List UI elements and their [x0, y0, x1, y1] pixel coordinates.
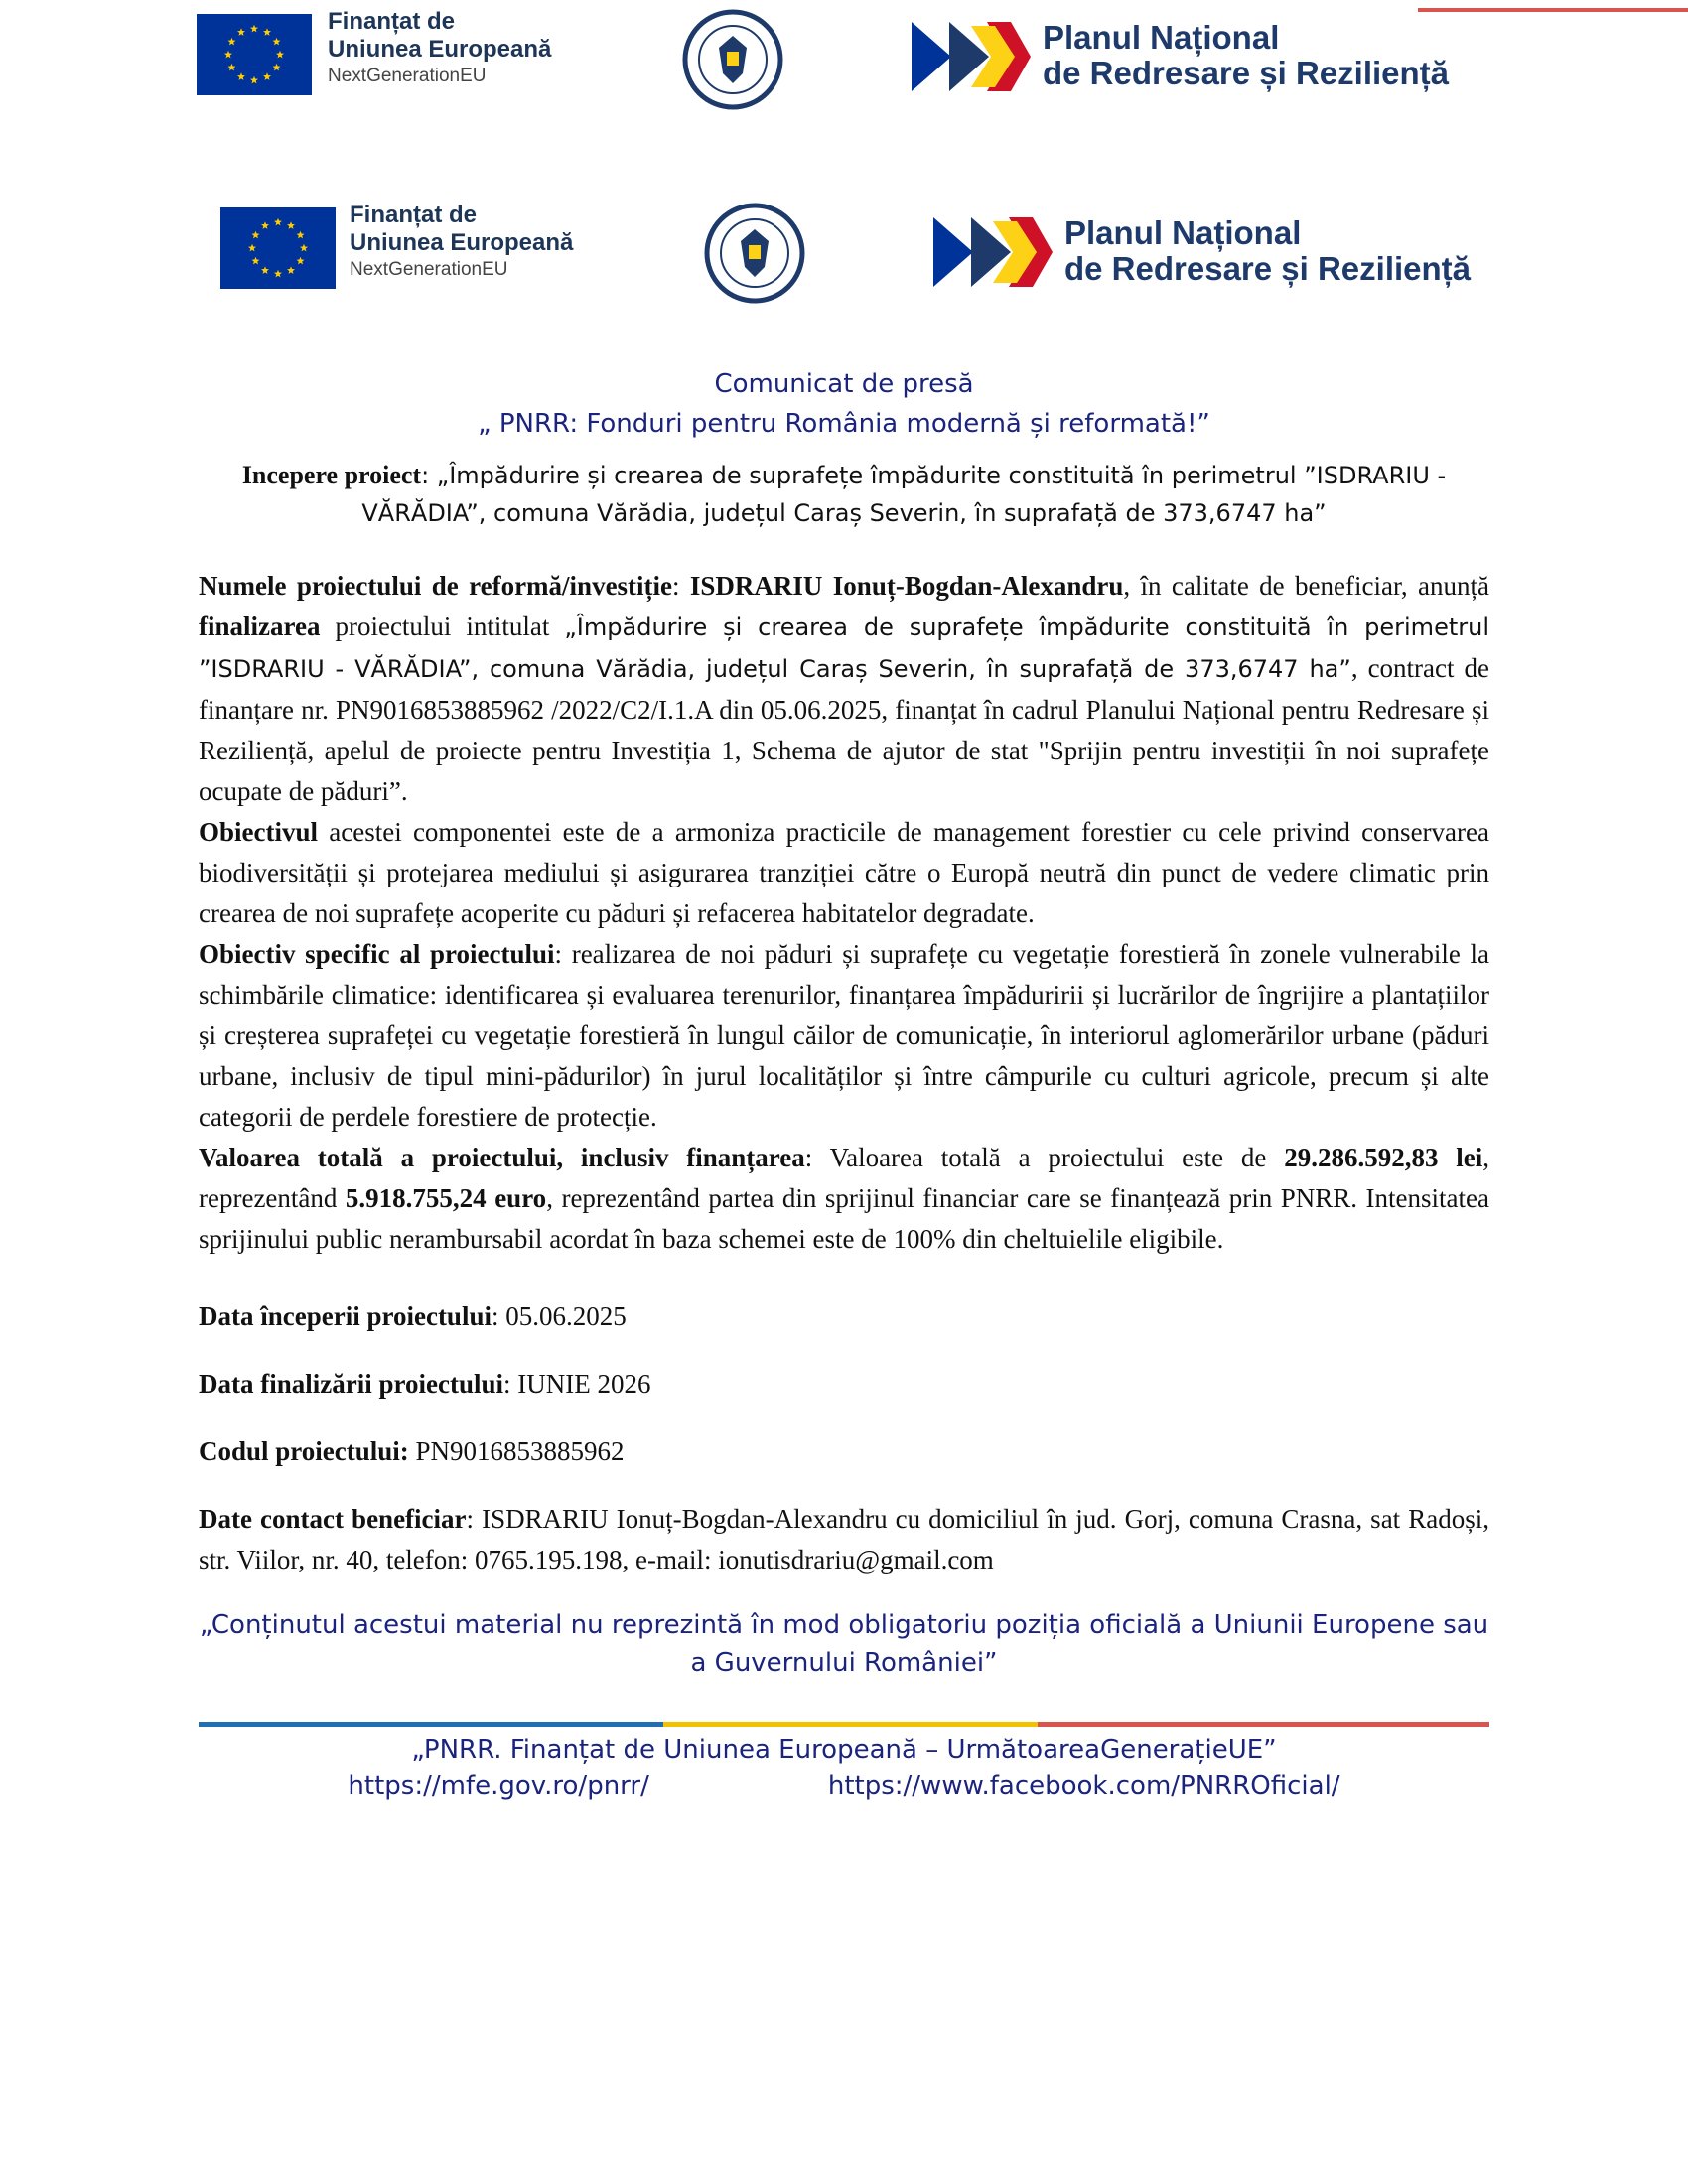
eu-line-2: Uniunea Europeană: [350, 229, 574, 256]
eu-star-icon: [250, 76, 258, 84]
p1-label: Numele proiectului de reformă/investiție: [199, 571, 673, 601]
eu-star-icon: [263, 72, 271, 80]
field-start-date: [199, 1297, 1489, 1337]
link-facebook[interactable]: https://www.facebook.com/PNRROficial/: [827, 1771, 1340, 1801]
p2-label: Obiectivul: [199, 817, 318, 847]
start-date-value: : 05.06.2025: [491, 1301, 627, 1331]
eu-star-icon: [248, 244, 256, 252]
government-seal-icon: [681, 8, 784, 111]
pnrr-title: [1064, 215, 1471, 287]
value-euro: 5.918.755,24 euro: [345, 1183, 547, 1213]
start-date-label: Data începerii proiectului: [199, 1301, 492, 1331]
logo-row-2: [0, 202, 1688, 311]
eu-star-icon: [297, 257, 305, 265]
paragraph-objective: [199, 812, 1489, 934]
p4-text-3: , reprezentând partea din sprijinul financiar care se finanțează prin PNRR. Intensitatea sprijinului public nerambursabil acordat în baza schemei este de 100% din cheltuielile eligibile.: [199, 1183, 1489, 1254]
p1-finalizare: finalizarea: [199, 612, 321, 641]
pnrr-line-1: Planul Național: [1064, 214, 1302, 251]
eu-line-1: Finanțat de: [328, 8, 456, 35]
value-lei: 29.286.592,83 lei: [1284, 1143, 1483, 1172]
logo-row-1: [0, 8, 1688, 117]
field-contact: [199, 1499, 1489, 1580]
project-code-value: PN9016853885962: [408, 1436, 625, 1466]
field-end-date: [199, 1364, 1489, 1405]
eu-flag-icon: [220, 207, 336, 289]
eu-line-3: NextGenerationEU: [350, 259, 508, 280]
eu-funding-text: [350, 202, 573, 283]
contact-label: Date contact beneficiar: [199, 1504, 467, 1534]
p1-text-2: proiectului intitulat: [320, 612, 565, 641]
end-date-value: : IUNIE 2026: [502, 1369, 651, 1399]
government-seal-icon: [703, 202, 806, 305]
eu-line-3: NextGenerationEU: [328, 66, 487, 86]
eu-star-icon: [261, 266, 269, 274]
project-start-heading: [199, 457, 1489, 532]
footer-divider: [199, 1722, 1489, 1727]
eu-star-icon: [276, 51, 284, 59]
project-title: „Împădurire și crearea de suprafețe împădurite constituită în perimetrul ”ISDRARIU - VĂRĂDIA”, comuna Vărădia, județul Caraș Severin, în suprafață de 373,6747 ha”: [199, 614, 1489, 683]
pnrr-line-2: de Redresare și Reziliență: [1064, 250, 1472, 287]
pnrr-arrows-icon: [933, 217, 1053, 287]
eu-star-icon: [251, 257, 259, 265]
disclaimer: „Conținutul acestui material nu reprezintă în mod obligatoriu poziția oficială a Uniunii Europene sau a Guvernului României”: [199, 1610, 1489, 1678]
eu-star-icon: [300, 244, 308, 252]
p4-label: Valoarea totală a proiectului, inclusiv finanțarea: [199, 1143, 805, 1172]
p4-text-1: : Valoarea totală a proiectului este de: [804, 1143, 1285, 1172]
start-label: Incepere proiect: [241, 461, 422, 489]
eu-star-icon: [274, 218, 282, 226]
p3-label: Obiectiv specific al proiectului: [199, 939, 555, 969]
end-date-label: Data finalizării proiectului: [199, 1369, 503, 1399]
p1-colon: :: [672, 571, 690, 601]
eu-star-icon: [287, 266, 295, 274]
eu-star-icon: [273, 64, 281, 71]
p1-text-3: , contract de finanțare nr. PN9016853885962 /2022/C2/I.1.A din 05.06.2025, finanțat în cadrul Planului Național pentru Redresare și Reziliență, apelul de proiecte pentru Investiția 1, Schema de ajutor de stat "Sprijin pentru investiții în noi suprafețe ocupate de păduri”.: [199, 653, 1489, 806]
p3-text: : realizarea de noi păduri și suprafețe cu vegetație forestieră în zonele vulnerabile la schimbările climatice: identificarea și evaluarea terenurilor, finanțarea împăduririi și lucrărilor de îngrijire a plantațiilor și creșterea suprafeței cu vegetație forestieră în lungul căilor de comunicație, în interiorul aglomerărilor urbane (păduri urbane, inclusiv de tipul mini-pădurilor) în jurul localităților și între câmpurile cu culturi agricole, precum și alte categorii de perdele forestiere de protecție.: [199, 939, 1489, 1132]
eu-star-icon: [251, 231, 259, 239]
body-paragraphs: [199, 566, 1489, 1260]
eu-star-icon: [261, 221, 269, 229]
eu-star-icon: [237, 28, 245, 36]
eu-star-icon: [227, 64, 235, 71]
field-project-code: [199, 1432, 1489, 1472]
eu-star-icon: [263, 28, 271, 36]
pnrr-line-1: Planul Național: [1043, 19, 1280, 56]
link-mfe[interactable]: https://mfe.gov.ro/pnrr/: [348, 1771, 649, 1801]
eu-star-icon: [274, 270, 282, 278]
eu-star-icon: [273, 38, 281, 46]
p1-text-1: , în calitate de beneficiar, anunță: [1123, 571, 1489, 601]
eu-flag-icon: [197, 14, 312, 95]
press-release-title: Comunicat de presă: [714, 369, 974, 399]
paragraph-total-value: [199, 1138, 1489, 1260]
contact-value: : ISDRARIU Ionuț-Bogdan-Alexandru cu domiciliul în jud. Gorj, comuna Crasna, sat Radoși, str. Viilor, nr. 40, telefon: 0765.195.198, e-mail: ionutisdrariu@gmail.com: [199, 1504, 1489, 1574]
eu-star-icon: [224, 51, 232, 59]
eu-line-1: Finanțat de: [350, 202, 478, 228]
eu-star-icon: [287, 221, 295, 229]
eu-line-2: Uniunea Europeană: [328, 36, 552, 63]
eu-funding-text: [328, 8, 551, 89]
footer: [199, 1732, 1489, 1804]
footer-links: [199, 1768, 1489, 1804]
p2-text: acestei componentei este de a armoniza practicile de management forestier cu cele privind conservarea biodiversității și protejarea mediului și asigurarea tranziției către o Europă neutră din punct de vedere climatic prin crearea de noi suprafețe acoperite cu păduri și refacerea habitatelor degradate.: [199, 817, 1489, 928]
pnrr-title: [1043, 20, 1449, 91]
eu-star-icon: [297, 231, 305, 239]
pnrr-line-2: de Redresare și Reziliență: [1043, 55, 1450, 91]
eu-star-icon: [237, 72, 245, 80]
eu-star-icon: [250, 25, 258, 33]
paragraph-project-name: [199, 566, 1489, 812]
pnrr-arrows-icon: [912, 22, 1031, 91]
paragraph-specific-objective: [199, 934, 1489, 1138]
project-code-label: Codul proiectului:: [199, 1436, 409, 1466]
eu-star-icon: [227, 38, 235, 46]
beneficiary-name: ISDRARIU Ionuț-Bogdan-Alexandru: [689, 571, 1124, 601]
footer-tagline: „PNRR. Finanțat de Uniunea Europeană – UrmătoareaGenerațieUE”: [411, 1735, 1277, 1765]
p4-text-2: , reprezentând: [199, 1143, 1489, 1213]
start-text: : „Împădurire și crearea de suprafețe împădurite constituită în perimetrul ”ISDRARIU - VĂRĂDIA”, comuna Vărădia, județul Caraș Severin, în suprafață de 373,6747 ha”: [361, 462, 1447, 527]
press-release-subtitle: „ PNRR: Fonduri pentru România modernă și reformată!”: [478, 409, 1210, 439]
